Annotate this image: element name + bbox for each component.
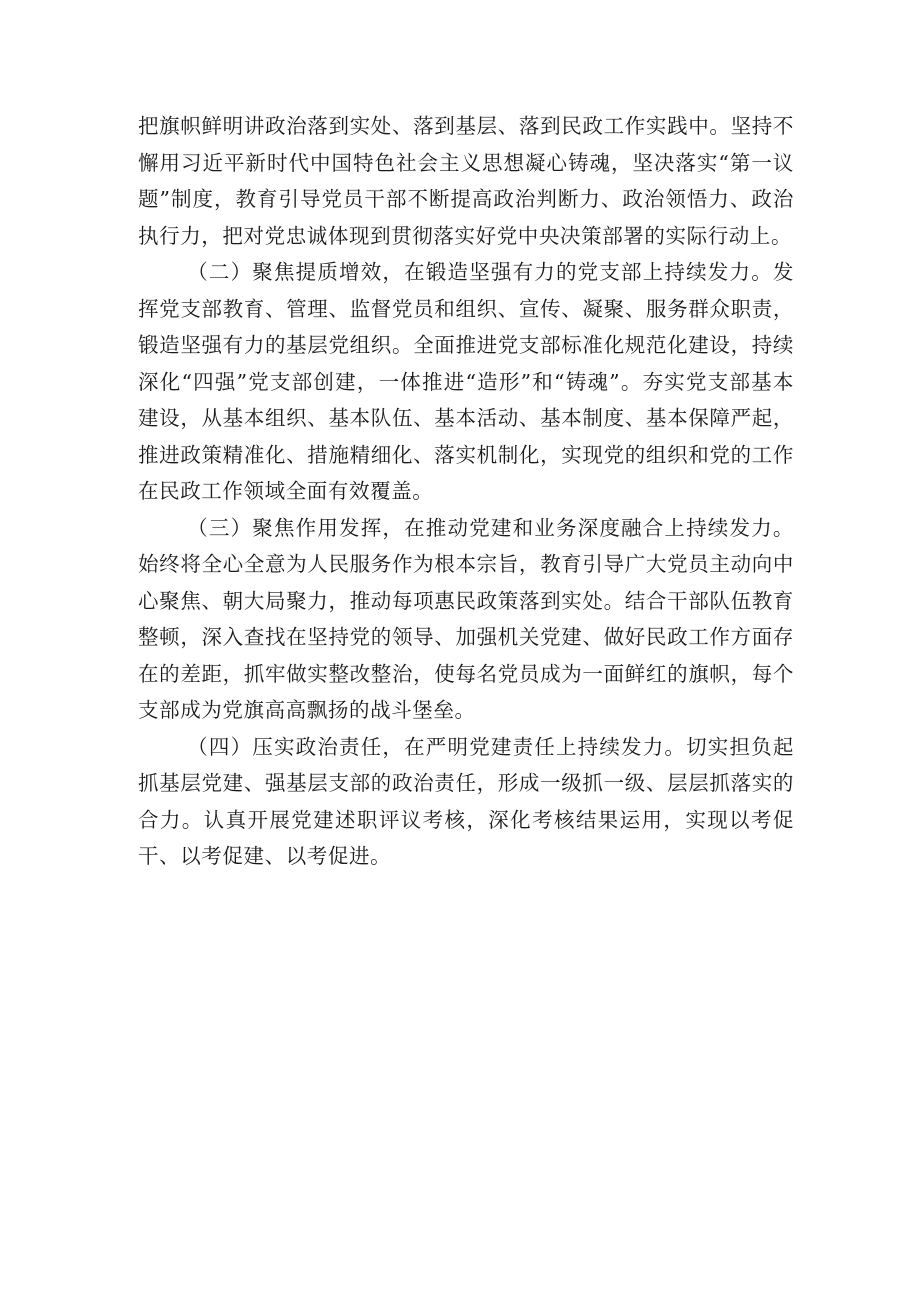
paragraph-section-three: （三）聚焦作用发挥，在推动党建和业务深度融合上持续发力。始终将全心全意为人民服务作为根本宗旨，教育引导广大党员主动向中心聚焦、朝大局聚力，推动每项惠民政策落到实处。结合干部队伍教育整顿，深入查找在坚持党的领导、加强机关党建、做好民政工作方面存在的差距，抓牢做实整改整治，使每名党员成为一面鲜红的旗帜，每个支部成为党旗高高飘扬的战斗堡垒。 <box>138 515 794 722</box>
paragraph-section-four: （四）压实政治责任，在严明党建责任上持续发力。切实担负起抓基层党建、强基层支部的政治责任，形成一级抓一级、层层抓落实的合力。认真开展党建述职评议考核，深化考核结果运用，实现以考促干、以考促建、以考促进。 <box>138 734 794 868</box>
paragraph-continuation: 把旗帜鲜明讲政治落到实处、落到基层、落到民政工作实践中。坚持不懈用习近平新时代中国特色社会主义思想凝心铸魂，坚决落实“第一议题”制度，教育引导党员干部不断提高政治判断力、政治领悟力、政治执行力，把对党忠诚体现到贯彻落实好党中央决策部署的实际行动上。 <box>138 114 794 248</box>
document-body <box>138 108 794 875</box>
paragraph-section-two: （二）聚焦提质增效，在锻造坚强有力的党支部上持续发力。发挥党支部教育、管理、监督党员和组织、宣传、凝聚、服务群众职责，锻造坚强有力的基层党组织。全面推进党支部标准化规范化建设，持续深化“四强”党支部创建，一体推进“造形”和“铸魂”。夯实党支部基本建设，从基本组织、基本队伍、基本活动、基本制度、基本保障严起，推进政策精准化、措施精细化、落实机制化，实现党的组织和党的工作在民政工作领域全面有效覆盖。 <box>138 260 794 503</box>
